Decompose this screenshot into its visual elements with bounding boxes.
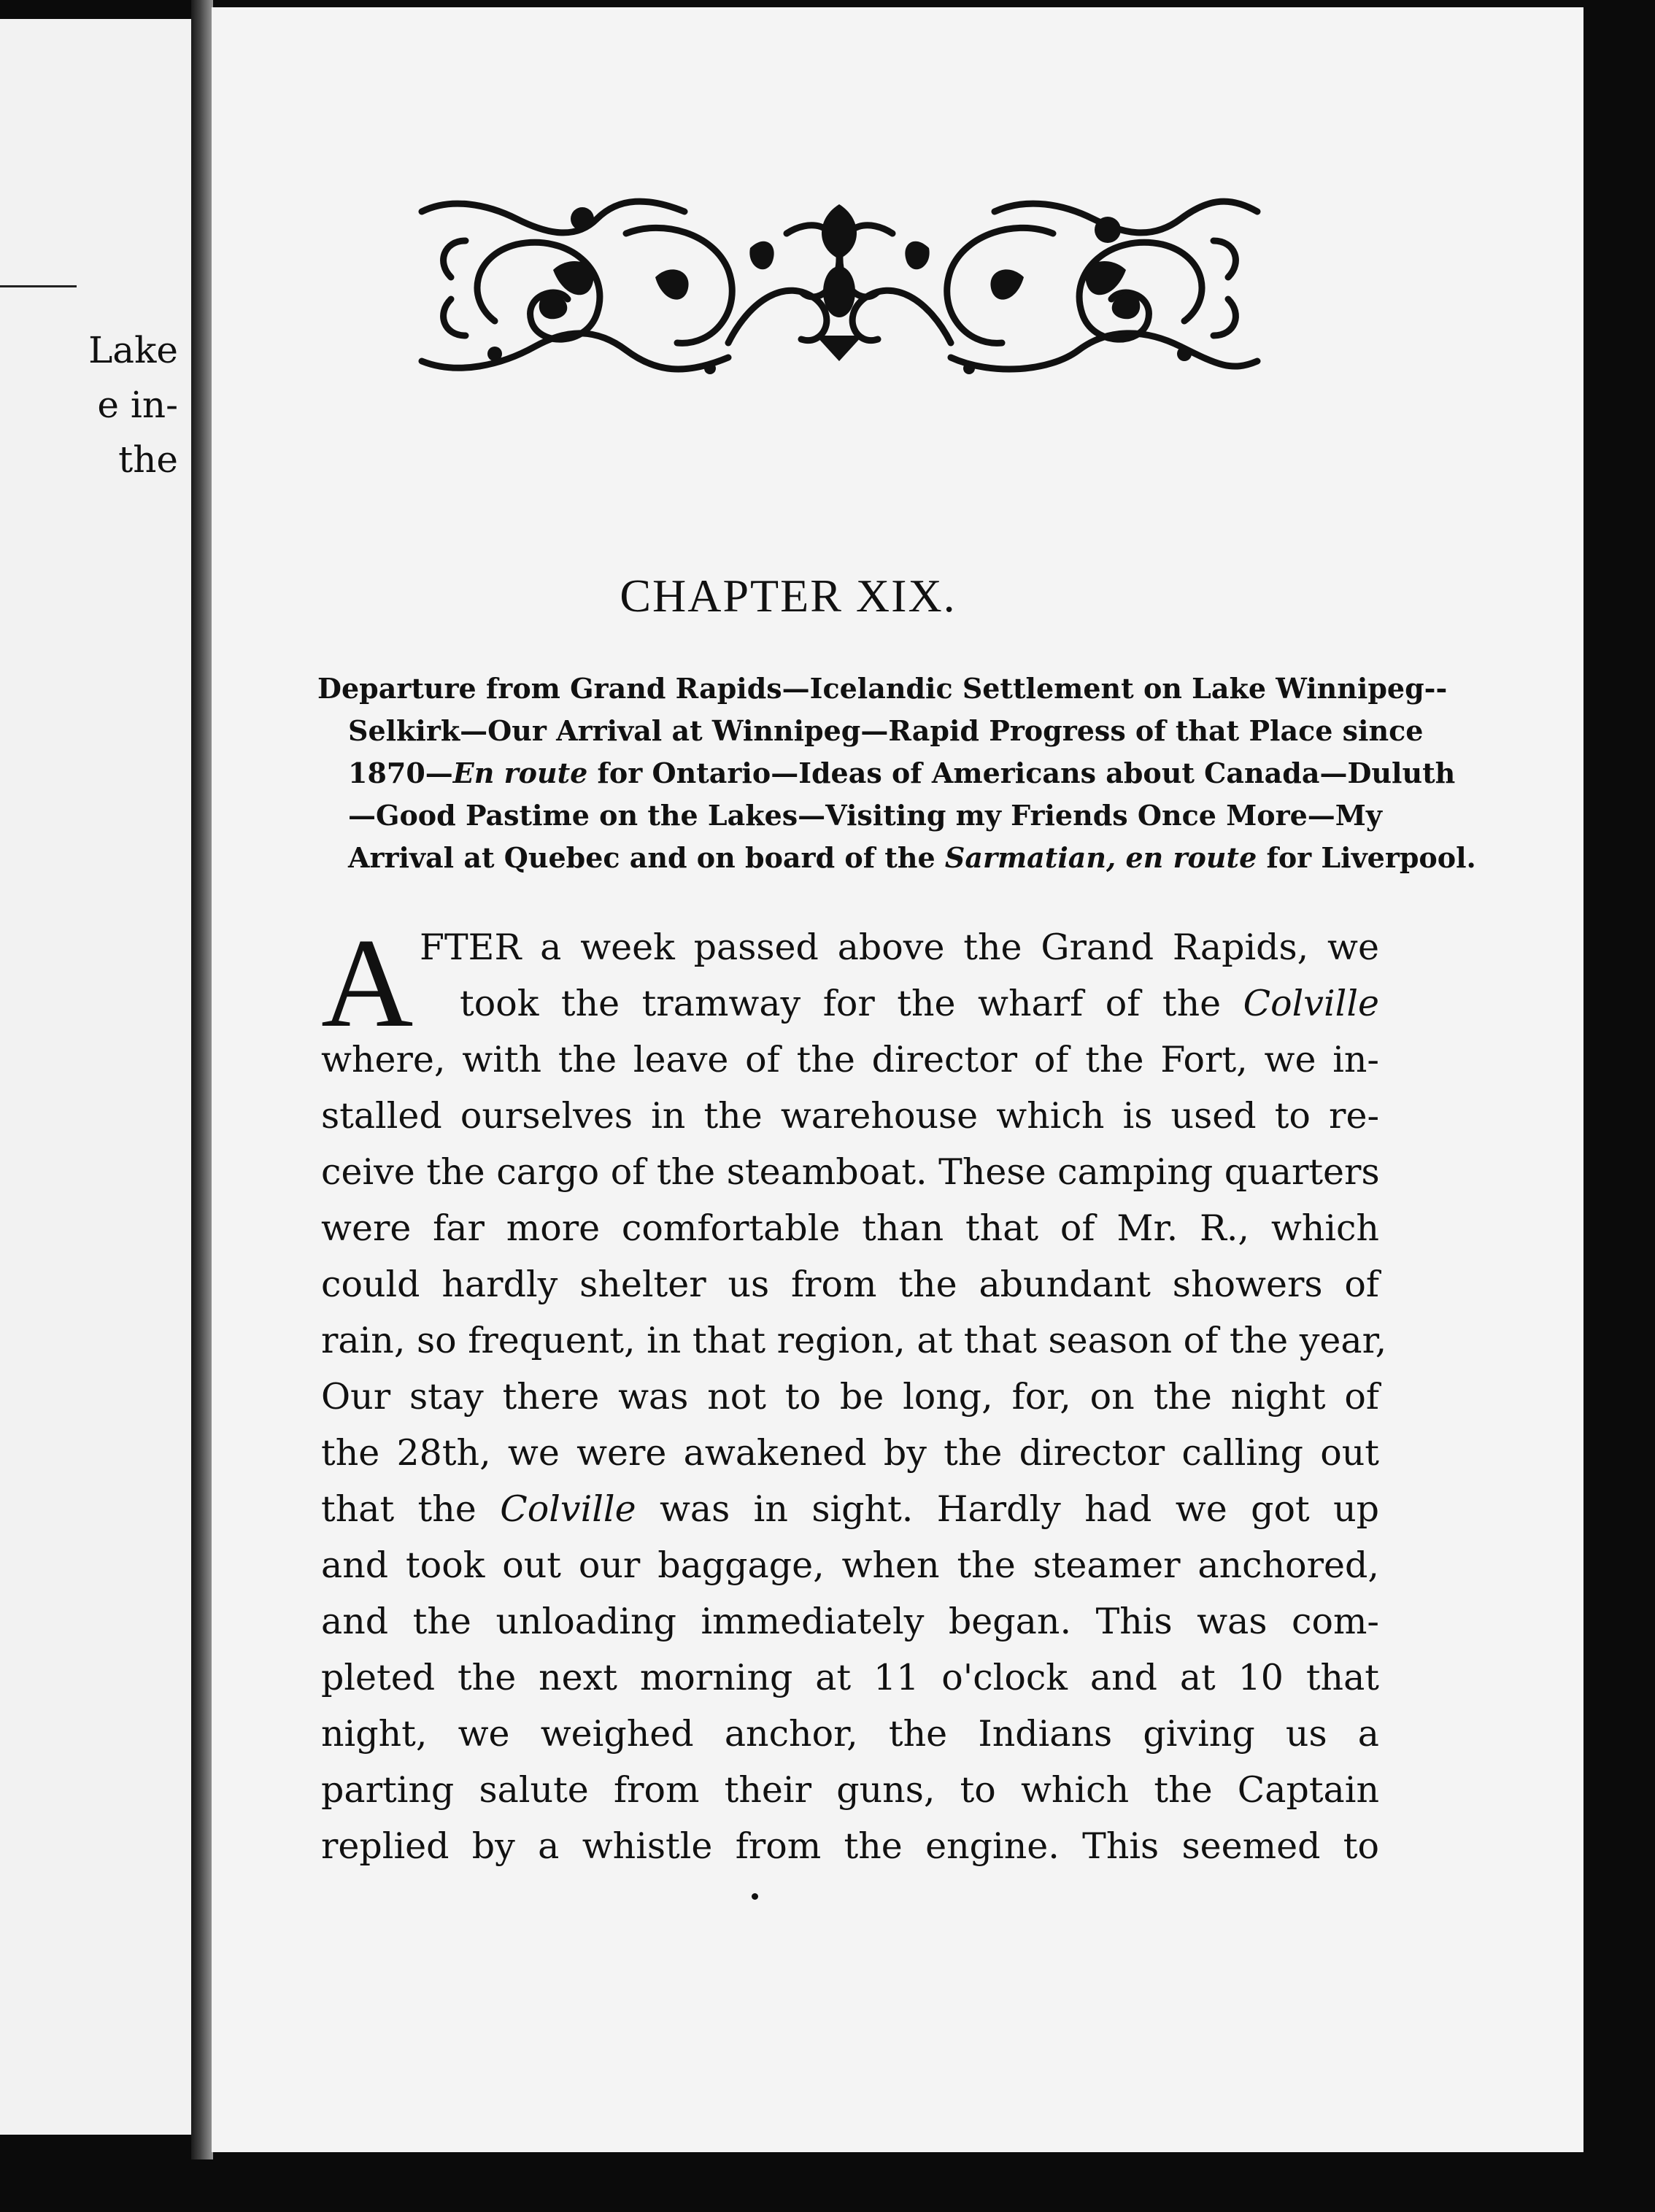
text-line: rain, so frequent, in that region, at that season of the year, [321,1320,1387,1361]
chapter-synopsis [317,668,1591,879]
text-line: the 28th, we were awakened by the director calling out [321,1432,1379,1474]
text-line: replied by a whistle from the engine. This seemed to [321,1825,1379,1867]
synopsis-italic: Sarmatian, en route [944,841,1257,874]
chapter-title: CHAPTER XIX. [620,570,957,622]
text-run: took the tramway for the wharf of the [460,983,1243,1024]
synopsis-line [317,752,1456,794]
text-run: that the [321,1488,501,1530]
book-page [212,7,1583,2152]
text-line: night, we weighed anchor, the Indians giving us a [321,1713,1379,1755]
italic-run: Colville [1243,983,1379,1024]
text-line: stalled ourselves in the warehouse which is used to re- [321,1095,1379,1137]
text-line [321,975,1379,1032]
ink-speck [752,1893,758,1900]
left-page-line: Lake [88,329,178,371]
text-line: parting salute from their guns, to which the Captain [321,1769,1379,1811]
synopsis-text: for Ontario—Ideas of Americans about Canada—Duluth [587,757,1456,789]
previous-page-edge [0,19,191,2135]
left-page-line: the [118,438,178,481]
synopsis-text: Arrival at Quebec and on board of the [348,841,945,874]
italic-run: Colville [500,1488,636,1530]
text-line: Our stay there was not to be long, for, on the night of [321,1376,1379,1418]
section-rule [0,285,77,287]
text-line: and took out our baggage, when the steamer anchored, [321,1544,1379,1586]
synopsis-line: —Good Pastime on the Lakes—Visiting my Friends Once More—My [348,799,1382,832]
synopsis-text: 1870— [348,757,453,789]
body-paragraph [321,912,1387,1874]
text-line: where, with the leave of the director of the Fort, we in- [321,1039,1379,1080]
synopsis-line [317,837,1476,879]
scan-edge [1583,0,1655,2212]
synopsis-line: Selkirk—Our Arrival at Winnipeg—Rapid Progress of that Place since [348,714,1424,747]
text-line: and the unloading immediately began. This was com- [321,1601,1379,1642]
text-line [321,1481,1379,1537]
drop-cap: A [321,912,414,1053]
synopsis-text: for Liverpool. [1257,841,1476,874]
floral-headpiece-ornament [407,190,1272,383]
text-line: could hardly shelter us from the abundant showers of [321,1264,1379,1305]
left-page-line: e in- [97,384,178,426]
synopsis-italic: En route [452,757,588,789]
text-line: were far more comfortable than that of Mr. R., which [321,1207,1379,1249]
text-line: FTER a week passed above the Grand Rapids, we [420,927,1379,968]
text-line: ceive the cargo of the steamboat. These camping quarters [321,1151,1380,1193]
synopsis-line: Departure from Grand Rapids—Icelandic Settlement on Lake Winnipeg-- [317,672,1448,705]
text-line: pleted the next morning at 11 o'clock and at 10 that [321,1657,1379,1698]
text-run: was in sight. Hardly had we got up [636,1488,1379,1530]
book-gutter [191,0,213,2159]
